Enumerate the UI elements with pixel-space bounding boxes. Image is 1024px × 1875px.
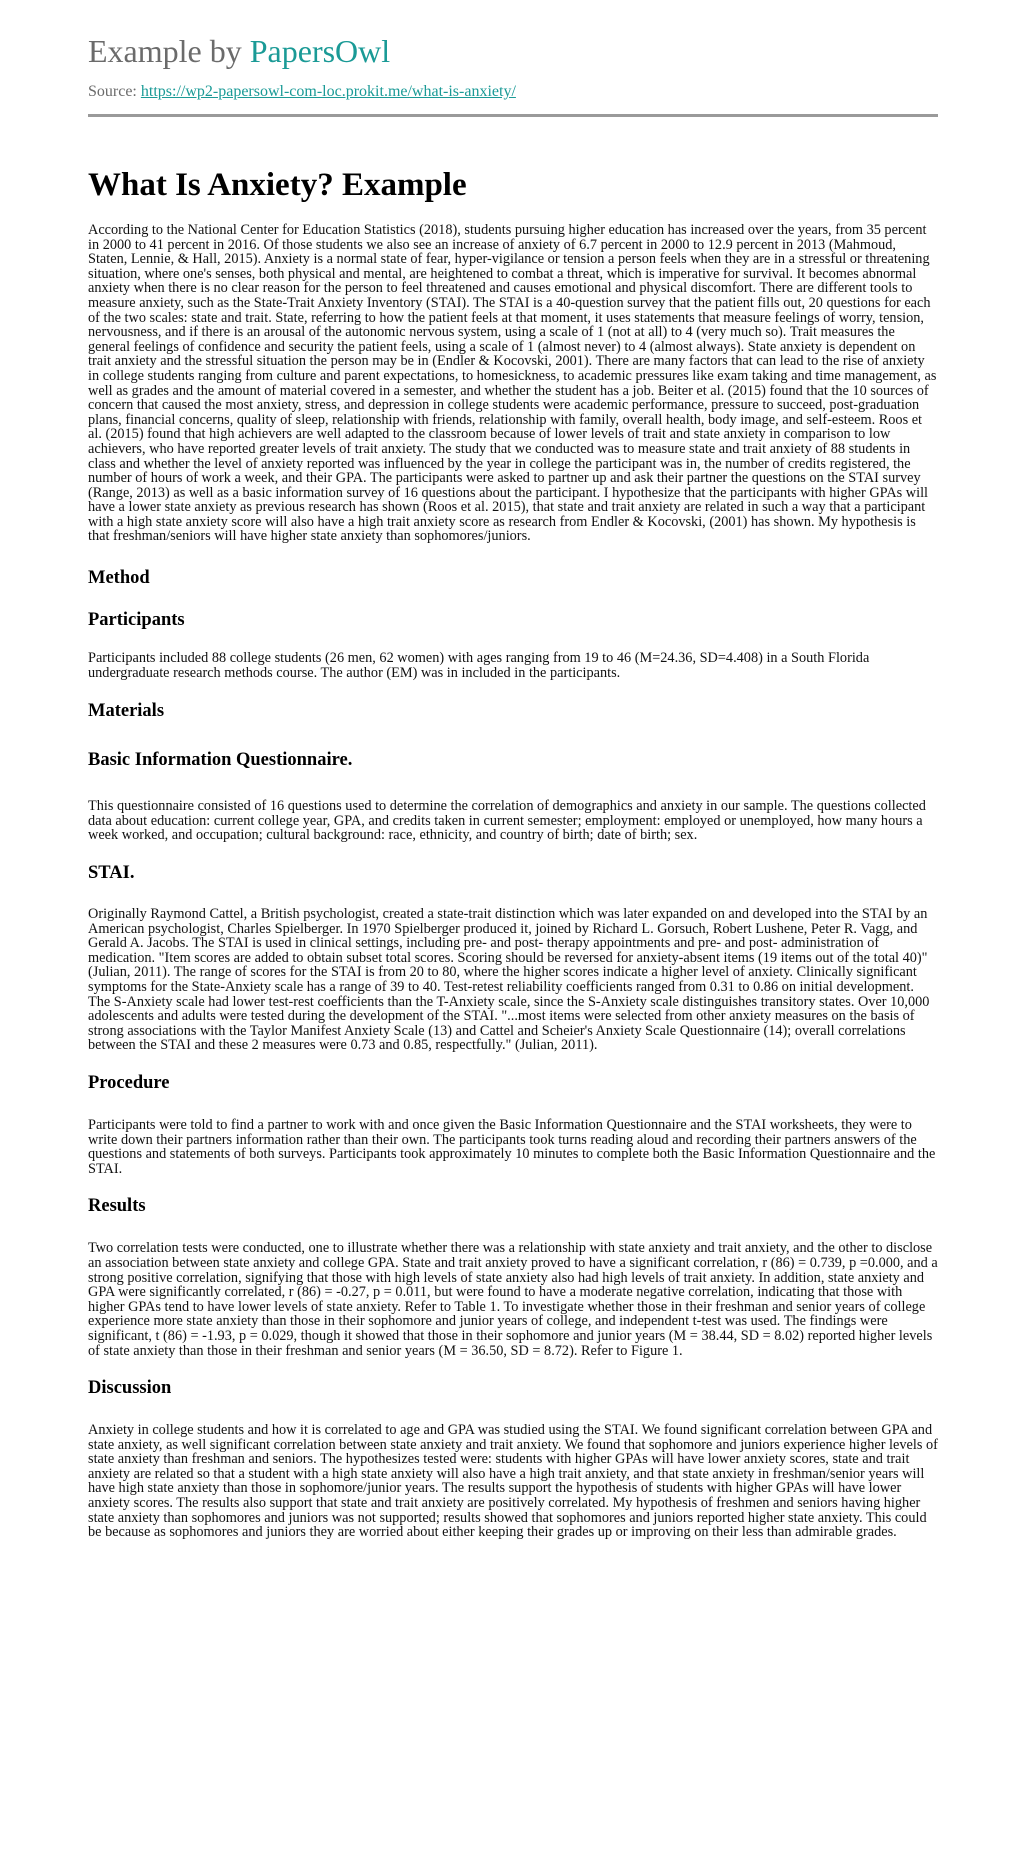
results-heading: Results [88, 1196, 146, 1217]
discussion-heading: Discussion [88, 1378, 172, 1399]
brand-header [88, 30, 938, 72]
results-paragraph: Two correlation tests were conducted, one to illustrate whether there was a relationship with state anxiety and trait anxiety, and the other to disclose an association between state anxiety and college GPA. State and trait anxiety proved to have a significant correlation, r (86) = 0.739, p =0.000, and a strong positive correlation, signifying that those with high levels of state anxiety also had high levels of trait anxiety. In addition, state anxiety and GPA were significantly correlated, r (86) = -0.27, p = 0.011, but were found to have a moderate negative correlation, indicating that those with higher GPAs tend to have lower levels of state anxiety. Refer to Table 1. To investigate whether those in their freshman and senior years of college experience more state anxiety than those in their sophomore and junior years of college, and independent t-test was used. The findings were significant, t (86) = -1.93, p = 0.029, though it showed that those in their sophomore and junior years (M = 38.44, SD = 8.02) reported higher levels of state anxiety than those in their freshman and senior years (M = 36.50, SD = 8.72). Refer to Figure 1. [88, 1240, 938, 1359]
basic-questionnaire-heading: Basic Information Questionnaire. [88, 750, 353, 771]
brand-name: PapersOwl [249, 33, 391, 69]
source-line [88, 82, 938, 102]
document-page [88, 30, 938, 1540]
stai-heading: STAI. [88, 863, 135, 884]
procedure-paragraph: Participants were told to find a partner to work with and once given the Basic Information Questionnaire and the STAI worksheets, they were to write down their partners information rather than their own. The participants took turns reading aloud and recording their partners answers of the questions and statements of both surveys. Participants took approximately 10 minutes to complete both the Basic Information Questionnaire and the STAI. [88, 1116, 936, 1177]
participants-heading: Participants [88, 610, 185, 631]
basic-questionnaire-paragraph: This questionnaire consisted of 16 questions used to determine the correlation of demographics and anxiety in our sample. The questions collected data about education: current college year, GPA, and credits taken in current semester; employment: employed or unemployed, how many hours a week worked, and occupation; cultural background: race, ethnicity, and country of birth; date of birth; sex. [88, 798, 926, 844]
brand-prefix: Example by [88, 33, 250, 69]
header-divider [88, 114, 938, 117]
procedure-heading: Procedure [88, 1072, 170, 1093]
participants-paragraph: Participants included 88 college students (26 men, 62 women) with ages ranging from 19 to 46 (M=24.36, SD=4.408) in a South Florida undergraduate research methods course. The author (EM) was in included in the participants. [88, 650, 870, 681]
discussion-paragraph: Anxiety in college students and how it is correlated to age and GPA was studied using the STAI. We found significant correlation between GPA and state anxiety, as well significant correlation between state anxiety and trait anxiety. We found that sophomore and juniors experience higher levels of state anxiety than freshman and seniors. The hypothesizes tested were: students with higher GPAs will have lower anxiety scores, state and trait anxiety are related so that a student with a high state anxiety will also have a high trait anxiety, and that state anxiety in freshman/senior years will have high state anxiety than those in sophomore/junior years. The results support the hypothesis of students with higher GPAs will have lower anxiety scores. The results also support that state and trait anxiety are positively correlated. My hypothesis of freshmen and seniors having higher state anxiety than sophomores and juniors was not supported; results showed that sophomores and juniors reported higher state anxiety. This could be because as sophomores and juniors they are worried about either keeping their grades up or improving on their less than admirable grades. [88, 1422, 938, 1541]
method-heading: Method [88, 568, 150, 589]
page-title: What Is Anxiety? Example [88, 167, 467, 203]
intro-paragraph: According to the National Center for Education Statistics (2018), students pursuing higher education has increased over the years, from 35 percent in 2000 to 41 percent in 2016. Of those students we also see an increase of anxiety of 6.7 percent in 2000 to 12.9 percent in 2013 (Mahmoud, Staten, Lennie, & Hall, 2015). Anxiety is a normal state of fear, hyper-vigilance or tension a person feels when they are in a stressful or threatening situation, where one's senses, both physical and mental, are heightened to combat a threat, which is imperative for survival. It becomes abnormal anxiety when there is no clear reason for the person to feel threatened and causes emotional and physical discomfort. There are different tools to measure anxiety, such as the State-Trait Anxiety Inventory (STAI). The STAI is a 40-question survey that the patient fills out, 20 questions for each of the two scales: state and trait. State, referring to how the patient feels at that moment, it uses statements that measure feelings of worry, tension, nervousness, and if there is an arousal of the autonomic nervous system, using a scale of 1 (not at all) to 4 (very much so). Trait measures the general feelings of confidence and security the patient feels, using a scale of 1 (almost never) to 4 (almost always). State anxiety is dependent on trait anxiety and the stressful situation the person may be in (Endler & Kocovski, 2001). There are many factors that can lead to the rise of anxiety in college students ranging from culture and parent expectations, to homesickness, to academic pressures like exam taking and time management, as well as grades and the amount of material covered in a semester, and whether the student has a job. Beiter et al. (2015) found that the 10 sources of concern that caused the most anxiety, stress, and depression in college students were academic performance, pressure to succeed, post-graduation plans, financial concerns, quality of sleep, relationship with friends, relationship with family, overall health, body image, and self-esteem. Roos et al. (2015) found that high achievers are well adapted to the classroom because of lower levels of trait and state anxiety in comparison to low achievers, who have reported greater levels of trait anxiety. The study that we conducted was to measure state and trait anxiety of 88 students in class and whether the level of anxiety reported was influenced by the year in college the participant was in, the number of credits registered, the number of hours of work a week, and their GPA. The participants were asked to partner up and ask their partner the questions on the STAI survey (Range, 2013) as well as a basic information survey of 16 questions about the participant. I hypothesize that the participants with higher GPAs will have a lower state anxiety as previous research has shown (Roos et al. 2015), that state and trait anxiety are related in such a way that a participant with a high state anxiety score will also have a high trait anxiety score as research from Endler & Kocovski, (2001) has shown. My hypothesis is that freshman/seniors will have higher state anxiety than sophomores/juniors. [88, 222, 937, 545]
source-link[interactable]: https://wp2-papersowl-com-loc.prokit.me/what-is-anxiety/ [140, 83, 516, 100]
materials-heading: Materials [88, 701, 165, 722]
source-label: Source: [88, 83, 141, 100]
stai-paragraph: Originally Raymond Cattel, a British psychologist, created a state-trait distinction which was later expanded on and developed into the STAI by an American psychologist, Charles Spielberger. In 1970 Spielberger produced it, joined by Richard L. Gorsuch, Robert Lushene, Peter R. Vagg, and Gerald A. Jacobs. The STAI is used in clinical settings, including pre- and post- therapy appointments and pre- and post- administration of medication. "Item scores are added to obtain subset total scores. Scoring should be reversed for anxiety-absent items (19 items out of the total 40)" (Julian, 2011). The range of scores for the STAI is from 20 to 80, where the higher scores indicate a higher level of anxiety. Clinically significant symptoms for the State-Anxiety scale has a range of 39 to 40. Test-retest reliability coefficients ranged from 0.31 to 0.86 on initial development. The S-Anxiety scale had lower test-rest coefficients than the T-Anxiety scale, since the S-Anxiety scale distinguishes transitory states. Over 10,000 adolescents and adults were tested during the development of the STAI. "...most items were selected from other anxiety measures on the basis of strong associations with the Taylor Manifest Anxiety Scale (13) and Cattel and Scheier's Anxiety Scale Questionnaire (14); overall correlations between the STAI and these 2 measures were 0.73 and 0.85, respectfully." (Julian, 2011). [88, 906, 930, 1054]
